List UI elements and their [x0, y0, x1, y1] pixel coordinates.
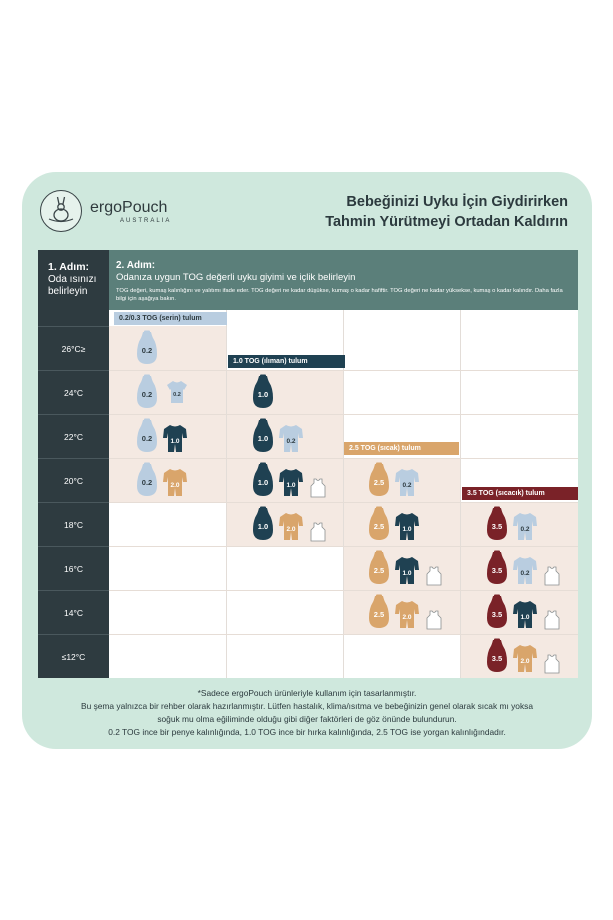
singlet-icon	[544, 654, 560, 674]
svg-text:0.2: 0.2	[520, 570, 530, 577]
sleep-bag-icon	[252, 506, 274, 542]
step1-line1: Oda ısınızı	[48, 274, 97, 285]
onesie-icon	[278, 424, 304, 454]
svg-text:2.0: 2.0	[286, 526, 296, 533]
onesie-icon	[278, 468, 304, 498]
sleep-bag-icon	[368, 462, 390, 498]
svg-text:1.0: 1.0	[170, 438, 180, 445]
svg-text:0.2: 0.2	[520, 526, 530, 533]
headline-line-2: Tahmin Yürütmeyi Ortadan Kaldırın	[325, 214, 568, 230]
singlet-icon	[544, 566, 560, 586]
onesie-icon	[512, 512, 538, 542]
svg-text:1.0: 1.0	[520, 614, 530, 621]
row-divider	[109, 458, 578, 459]
tog-guide-card	[22, 172, 592, 749]
svg-text:0.2: 0.2	[141, 478, 153, 487]
svg-text:2.0: 2.0	[520, 658, 530, 665]
sleep-bag-icon	[136, 374, 158, 410]
step1-line2: belirleyin	[48, 286, 88, 297]
svg-text:2.0: 2.0	[402, 614, 412, 621]
svg-text:2.5: 2.5	[373, 610, 385, 619]
brand-subtitle: AUSTRALIA	[120, 218, 172, 224]
svg-text:0.2: 0.2	[141, 434, 153, 443]
onesie-icon	[162, 468, 188, 498]
onesie-icon	[512, 600, 538, 630]
singlet-icon	[426, 566, 442, 586]
svg-text:0.2: 0.2	[141, 346, 153, 355]
footer-line-3: 0.2 TOG ince bir penye kalınlığında, 1.0 TOG ince bir hırka kalınlığında, 2.5 TOG ise yorgan kalınlığındadır.	[108, 727, 506, 737]
sleep-bag-icon	[136, 462, 158, 498]
temp-row-label: ≤12°C	[38, 634, 109, 678]
svg-text:0.2: 0.2	[402, 482, 412, 489]
sleep-bag-icon	[486, 506, 508, 542]
onesie-icon	[394, 600, 420, 630]
product-label-tog10: 1.0 TOG (ılıman) tulum	[228, 355, 345, 368]
onesie-icon	[394, 556, 420, 586]
svg-text:1.0: 1.0	[257, 522, 269, 531]
onesie-icon	[162, 424, 188, 454]
svg-text:2.0: 2.0	[170, 482, 180, 489]
onesie-icon	[512, 556, 538, 586]
column-divider	[460, 310, 461, 678]
sleep-bag-icon	[136, 418, 158, 454]
temp-row-label: 14°C	[38, 590, 109, 634]
temp-row-label: 26°C≥	[38, 326, 109, 370]
row-divider	[109, 502, 578, 503]
svg-text:1.0: 1.0	[257, 434, 269, 443]
row-divider	[109, 546, 578, 547]
temp-row-label: 16°C	[38, 546, 109, 590]
onesie-icon	[394, 512, 420, 542]
onesie-icon	[394, 468, 420, 498]
svg-text:1.0: 1.0	[257, 478, 269, 487]
row-divider	[109, 414, 578, 415]
sleep-bag-icon	[486, 594, 508, 630]
tshirt-icon	[166, 380, 188, 404]
onesie-icon	[278, 512, 304, 542]
row-divider	[109, 634, 578, 635]
temp-row-label: 18°C	[38, 502, 109, 546]
svg-text:3.5: 3.5	[491, 522, 503, 531]
sleep-bag-icon	[252, 418, 274, 454]
svg-text:1.0: 1.0	[402, 570, 412, 577]
svg-text:2.5: 2.5	[373, 566, 385, 575]
svg-text:3.5: 3.5	[491, 566, 503, 575]
temp-row-label: 24°C	[38, 370, 109, 414]
sleep-bag-icon	[136, 330, 158, 366]
step2-title: 2. Adım:	[116, 260, 156, 271]
product-label-tog25: 2.5 TOG (sıcak) tulum	[344, 442, 459, 455]
sleep-bag-icon	[486, 550, 508, 586]
temp-row-label: 22°C	[38, 414, 109, 458]
footer-line-2: soğuk mu olma eğiliminde olduğu gibi diğer faktörleri de göz önünde bulundurun.	[157, 714, 457, 724]
column-divider	[226, 310, 227, 678]
singlet-icon	[426, 610, 442, 630]
sleep-bag-icon	[368, 550, 390, 586]
row-divider	[109, 590, 578, 591]
svg-text:1.0: 1.0	[402, 526, 412, 533]
svg-text:0.2: 0.2	[173, 392, 181, 398]
svg-text:1.0: 1.0	[286, 482, 296, 489]
row-divider	[109, 370, 578, 371]
footer-line-1: Bu şema yalnızca bir rehber olarak hazırlanmıştır. Lütfen hastalık, klima/ısıtma ve bebeğinizin genel olarak sıcak mı yoksa	[81, 701, 533, 711]
kangaroo-logo-icon	[40, 190, 82, 232]
svg-text:1.0: 1.0	[257, 390, 269, 399]
brand-name: ergoPouch	[90, 199, 168, 216]
sleep-bag-icon	[486, 638, 508, 674]
svg-text:0.2: 0.2	[286, 438, 296, 445]
svg-text:0.2: 0.2	[141, 390, 153, 399]
product-label-tog02: 0.2/0.3 TOG (serin) tulum	[114, 312, 227, 325]
step2-description: TOG değeri, kumaş kalınlığını ve yalıtımı ifade eder. TOG değeri ne kadar düşükse, kumaş o kadar hafiftir. TOG değeri ne kadar yüksekse, kumaş o kadar kalındır. Daha fazla bilgi için aşağıya bakın.	[116, 288, 563, 302]
step1-title: 1. Adım:	[48, 261, 90, 273]
tog-chart-grid	[38, 250, 578, 678]
singlet-icon	[544, 610, 560, 630]
svg-text:3.5: 3.5	[491, 610, 503, 619]
sleep-bag-icon	[368, 506, 390, 542]
singlet-icon	[310, 522, 326, 542]
step1-label	[48, 261, 96, 298]
step2-header	[109, 250, 578, 310]
sleep-bag-icon	[368, 594, 390, 630]
footer-note: *Sadece ergoPouch ürünleriyle kullanım için tasarlanmıştır.	[197, 688, 417, 698]
onesie-icon	[512, 644, 538, 674]
singlet-icon	[310, 478, 326, 498]
sleep-bag-icon	[252, 374, 274, 410]
step2-subtitle: Odanıza uygun TOG değerli uyku giyimi ve içlik belirleyin	[116, 272, 356, 283]
headline-line-1: Bebeğinizi Uyku İçin Giydirirken	[346, 194, 568, 210]
svg-text:2.5: 2.5	[373, 522, 385, 531]
temp-row-label: 20°C	[38, 458, 109, 502]
svg-text:2.5: 2.5	[373, 478, 385, 487]
sleep-bag-icon	[252, 462, 274, 498]
footer-notes	[22, 687, 592, 739]
product-label-tog35: 3.5 TOG (sıcacık) tulum	[462, 487, 578, 500]
step1-column	[38, 250, 109, 678]
svg-text:3.5: 3.5	[491, 654, 503, 663]
page-title	[325, 192, 568, 232]
